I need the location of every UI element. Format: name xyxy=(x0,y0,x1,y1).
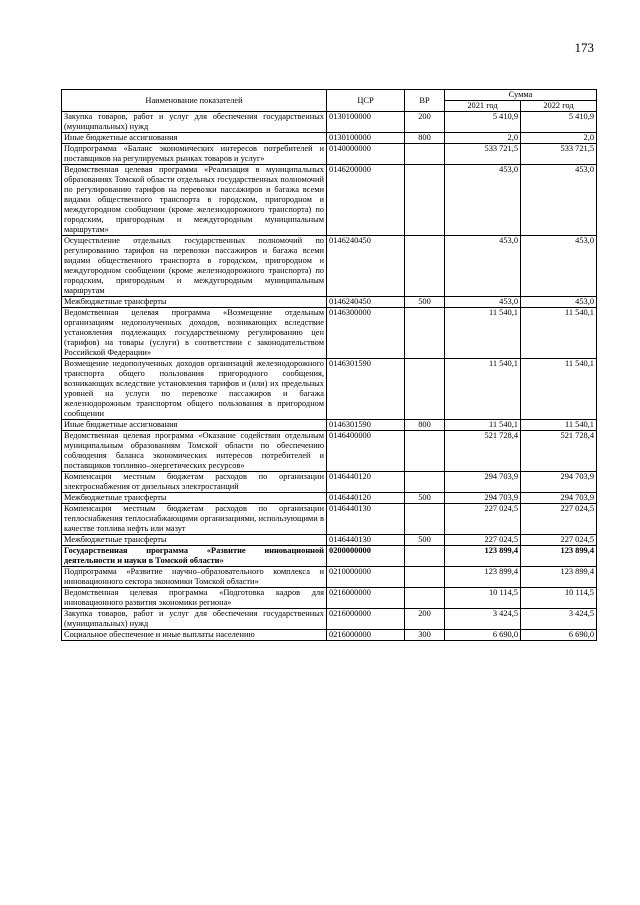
row-vr xyxy=(405,144,445,165)
row-name: Ведомственная целевая программа «Подготовка кадров для инновационного развития экономики региона» xyxy=(62,588,327,609)
row-sum-2021: 11 540,1 xyxy=(445,308,521,359)
row-sum-2022: 294 703,9 xyxy=(521,493,597,504)
row-vr xyxy=(405,359,445,420)
page-number: 173 xyxy=(574,40,594,55)
row-sum-2021: 227 024,5 xyxy=(445,535,521,546)
row-name: Межбюджетные трансферты xyxy=(62,535,327,546)
row-name: Закупка товаров, работ и услуг для обеспечения государственных (муниципальных) нужд xyxy=(62,112,327,133)
row-sum-2021: 5 410,9 xyxy=(445,112,521,133)
table-row xyxy=(62,112,597,133)
row-name: Подпрограмма «Баланс экономических интересов потребителей и поставщиков на регулируемых рынках товаров и услуг» xyxy=(62,144,327,165)
row-name: Ведомственная целевая программа «Оказание содействия отдельным муниципальным образованиям Томской области по обеспечению соблюдения баланса экономических интересов потребителей и поставщиков топливно–энергетических ресурсов» xyxy=(62,431,327,472)
row-vr: 200 xyxy=(405,609,445,630)
row-name: Иные бюджетные ассигнования xyxy=(62,133,327,144)
row-sum-2022: 453,0 xyxy=(521,236,597,297)
row-csr: 0210000000 xyxy=(327,567,405,588)
header-sum: Сумма xyxy=(445,90,597,101)
row-csr: 0130100000 xyxy=(327,112,405,133)
table-row xyxy=(62,567,597,588)
row-csr: 0130100000 xyxy=(327,133,405,144)
row-csr: 0216000000 xyxy=(327,630,405,641)
row-sum-2021: 521 728,4 xyxy=(445,431,521,472)
row-sum-2021: 227 024,5 xyxy=(445,504,521,535)
row-sum-2021: 294 703,9 xyxy=(445,472,521,493)
row-sum-2021: 3 424,5 xyxy=(445,609,521,630)
row-sum-2022: 521 728,4 xyxy=(521,431,597,472)
row-csr: 0146301590 xyxy=(327,359,405,420)
row-vr xyxy=(405,431,445,472)
row-vr xyxy=(405,504,445,535)
table-row xyxy=(62,308,597,359)
row-vr: 800 xyxy=(405,420,445,431)
row-sum-2022: 2,0 xyxy=(521,133,597,144)
table-row xyxy=(62,431,597,472)
row-name: Ведомственная целевая программа «Возмещение отдельным организациям недополученных доходов, возникающих вследствие установления подлежащих государственному регулированию цен (тарифов) на товары (услуги) в соответствии с законодательством Российской Федерации» xyxy=(62,308,327,359)
row-sum-2021: 6 690,0 xyxy=(445,630,521,641)
table-row xyxy=(62,546,597,567)
row-sum-2021: 123 899,4 xyxy=(445,546,521,567)
row-sum-2022: 11 540,1 xyxy=(521,359,597,420)
row-vr: 500 xyxy=(405,493,445,504)
row-sum-2022: 11 540,1 xyxy=(521,420,597,431)
row-name: Подпрограмма «Развитие научно–образовательного комплекса и инновационного сектора экономики Томской области» xyxy=(62,567,327,588)
row-csr: 0216000000 xyxy=(327,588,405,609)
row-csr: 0146240450 xyxy=(327,236,405,297)
row-vr xyxy=(405,546,445,567)
row-csr: 0146301590 xyxy=(327,420,405,431)
row-name: Ведомственная целевая программа «Реализация в муниципальных образованиях Томской области отдельных государственных полномочий по регулированию тарифов на перевозки пассажиров и багажа всеми видами общественного транспорта в городском, пригородном и междугородном сообщении (кроме железнодорожного транспорта) по городским, пригородным и междугородным муниципальным маршрутам» xyxy=(62,165,327,236)
row-sum-2022: 3 424,5 xyxy=(521,609,597,630)
row-sum-2022: 453,0 xyxy=(521,297,597,308)
row-sum-2022: 10 114,5 xyxy=(521,588,597,609)
row-csr: 0146440120 xyxy=(327,493,405,504)
header-year-2021: 2021 год xyxy=(445,101,521,112)
table-row xyxy=(62,472,597,493)
row-vr: 300 xyxy=(405,630,445,641)
header-csr: ЦСР xyxy=(327,90,405,112)
row-csr: 0146400000 xyxy=(327,431,405,472)
table-row xyxy=(62,535,597,546)
row-csr: 0146300000 xyxy=(327,308,405,359)
header-year-2022: 2022 год xyxy=(521,101,597,112)
row-csr: 0146240450 xyxy=(327,297,405,308)
row-sum-2022: 294 703,9 xyxy=(521,472,597,493)
row-vr xyxy=(405,567,445,588)
row-name: Возмещение недополученных доходов организаций железнодорожного транспорта общего пользования пригородного сообщения, возникающих вследствие установления тарифов и (или) их предельных уровней на услуги по перевозке пассажиров и багажа железнодорожным транспортом общего пользования в пригородном сообщении xyxy=(62,359,327,420)
row-sum-2021: 453,0 xyxy=(445,297,521,308)
row-vr: 200 xyxy=(405,112,445,133)
row-sum-2021: 453,0 xyxy=(445,236,521,297)
table-row xyxy=(62,236,597,297)
row-vr xyxy=(405,472,445,493)
row-vr: 500 xyxy=(405,297,445,308)
row-sum-2021: 123 899,4 xyxy=(445,567,521,588)
header-name: Наименование показателей xyxy=(62,90,327,112)
row-sum-2022: 11 540,1 xyxy=(521,308,597,359)
row-sum-2022: 123 899,4 xyxy=(521,546,597,567)
table-row xyxy=(62,504,597,535)
row-sum-2022: 6 690,0 xyxy=(521,630,597,641)
table-row xyxy=(62,133,597,144)
table-row xyxy=(62,420,597,431)
row-sum-2021: 533 721,5 xyxy=(445,144,521,165)
row-sum-2022: 227 024,5 xyxy=(521,535,597,546)
row-sum-2021: 294 703,9 xyxy=(445,493,521,504)
table-row xyxy=(62,609,597,630)
row-csr: 0140000000 xyxy=(327,144,405,165)
row-vr xyxy=(405,236,445,297)
table-header xyxy=(62,90,597,112)
table-row xyxy=(62,588,597,609)
row-sum-2022: 5 410,9 xyxy=(521,112,597,133)
row-name: Иные бюджетные ассигнования xyxy=(62,420,327,431)
table-row xyxy=(62,493,597,504)
row-sum-2021: 453,0 xyxy=(445,165,521,236)
row-sum-2022: 123 899,4 xyxy=(521,567,597,588)
row-vr: 800 xyxy=(405,133,445,144)
row-sum-2021: 2,0 xyxy=(445,133,521,144)
row-sum-2021: 11 540,1 xyxy=(445,359,521,420)
table-row xyxy=(62,297,597,308)
row-sum-2022: 227 024,5 xyxy=(521,504,597,535)
row-csr: 0216000000 xyxy=(327,609,405,630)
row-csr: 0146200000 xyxy=(327,165,405,236)
budget-table xyxy=(61,89,597,641)
row-name: Закупка товаров, работ и услуг для обеспечения государственных (муниципальных) нужд xyxy=(62,609,327,630)
table-row xyxy=(62,144,597,165)
table-row xyxy=(62,359,597,420)
row-vr xyxy=(405,165,445,236)
row-name: Межбюджетные трансферты xyxy=(62,493,327,504)
row-vr xyxy=(405,588,445,609)
row-name: Государственная программа «Развитие инновационной деятельности и науки в Томской области» xyxy=(62,546,327,567)
row-sum-2022: 533 721,5 xyxy=(521,144,597,165)
row-csr: 0146440130 xyxy=(327,504,405,535)
row-vr: 500 xyxy=(405,535,445,546)
table-row xyxy=(62,165,597,236)
row-sum-2022: 453,0 xyxy=(521,165,597,236)
row-csr: 0146440120 xyxy=(327,472,405,493)
table-body xyxy=(62,112,597,641)
row-name: Осуществление отдельных государственных полномочий по регулированию тарифов на перевозки пассажиров и багажа всеми видами общественного транспорта в городском, пригородном и междугородном сообщении (кроме железнодорожного транспорта) по городским, пригородным и междугородным муниципальным маршрутам xyxy=(62,236,327,297)
row-sum-2021: 11 540,1 xyxy=(445,420,521,431)
row-csr: 0200000000 xyxy=(327,546,405,567)
row-sum-2021: 10 114,5 xyxy=(445,588,521,609)
row-vr xyxy=(405,308,445,359)
row-name: Социальное обеспечение и иные выплаты населению xyxy=(62,630,327,641)
row-csr: 0146440130 xyxy=(327,535,405,546)
row-name: Компенсация местным бюджетам расходов по организации электроснабжения от дизельных электростанций xyxy=(62,472,327,493)
header-vr: ВР xyxy=(405,90,445,112)
table-row xyxy=(62,630,597,641)
row-name: Межбюджетные трансферты xyxy=(62,297,327,308)
row-name: Компенсация местным бюджетам расходов по организации теплоснабжения теплоснабжающими организациями, использующими в качестве топлива нефть или мазут xyxy=(62,504,327,535)
